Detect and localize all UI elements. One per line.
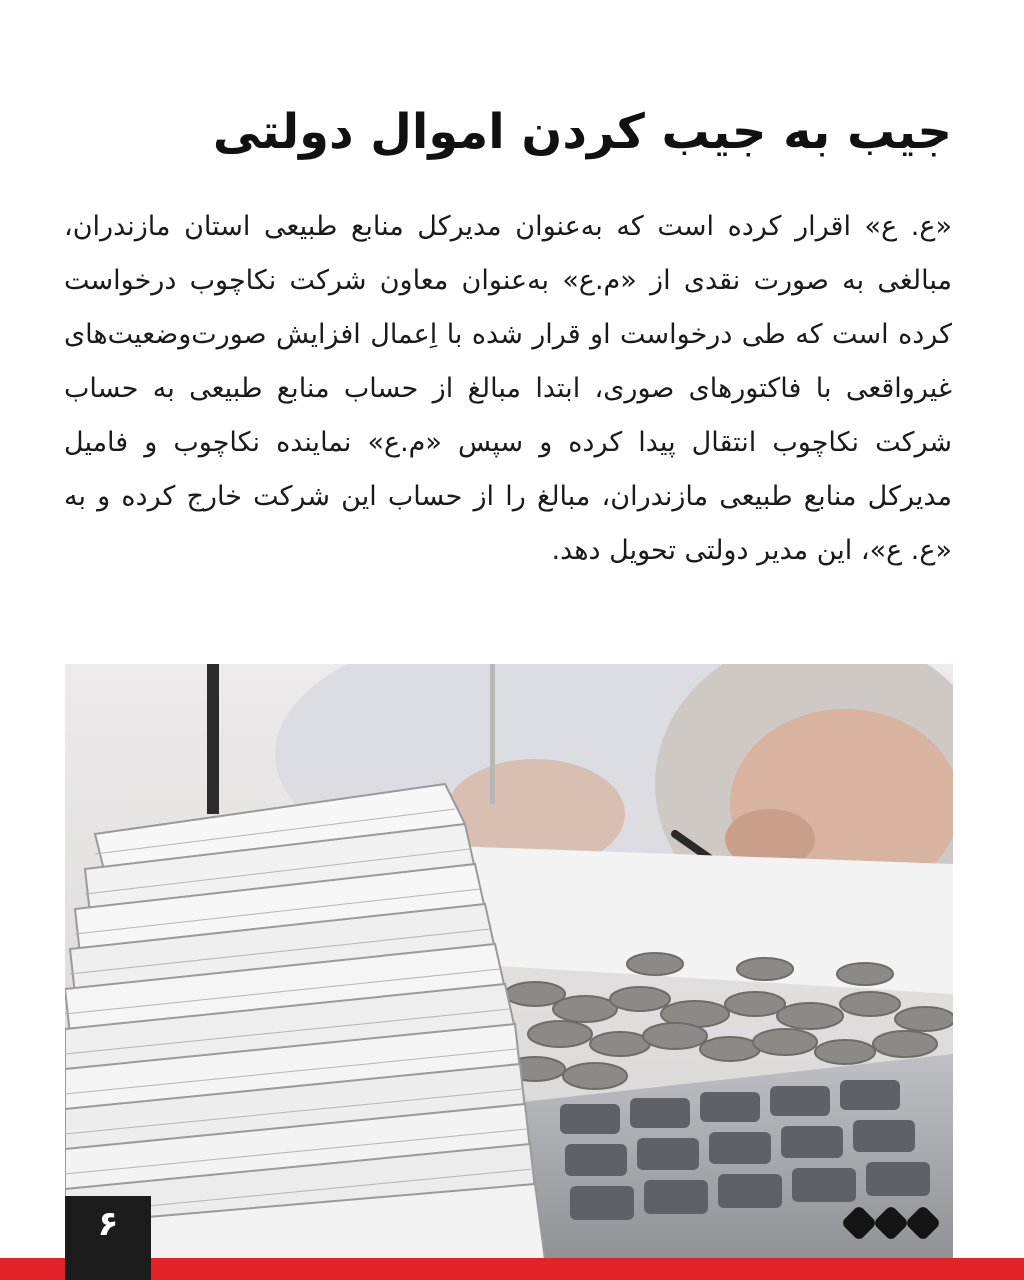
diamond-icon	[873, 1205, 910, 1242]
diamond-icon	[905, 1205, 942, 1242]
diamond-icon	[841, 1205, 878, 1242]
article-body: «ع. ع» اقرار کرده است که به‌عنوان مدیرکل منابع طبیعی استان مازندران، مبالغی به صورت نقدی از «م.ع» به‌عنوان معاون شرکت نکاچوب درخواست کرده است که طی درخواست او قرار شده با اِعمال افزایش صورت‌وضعیت‌های غیرواقعی با فاکتورهای صوری، ابتدا مبالغ از حساب منابع طبیعی به حساب شرکت نکاچوب انتقال پیدا کرده و سپس «م.ع» نماینده نکاچوب و فامیل مدیرکل منابع طبیعی مازندران، مبالغ را از حساب این شرکت خارج کرده و به «ع. ع»، این مدیر دولتی تحویل دهد.	[64, 211, 952, 566]
footer-accent-bar	[0, 1258, 1024, 1280]
article-photo	[65, 664, 953, 1260]
decorative-dots	[846, 1210, 936, 1240]
page-number: ۶	[97, 1204, 119, 1244]
article-title: جیب به جیب کردن اموال دولتی	[212, 104, 952, 160]
